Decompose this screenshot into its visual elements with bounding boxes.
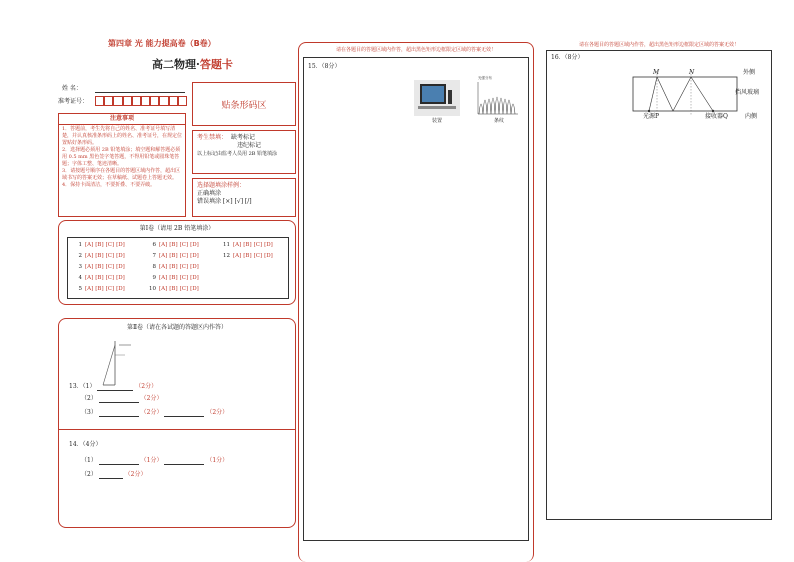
mc-option-bubble[interactable]: [A] (159, 264, 168, 270)
mc-option-bubble[interactable]: [C] (105, 275, 115, 281)
exam-status-box (192, 130, 296, 174)
mc-option-bubble[interactable]: [D] (116, 253, 125, 259)
q13-answer1[interactable] (97, 384, 133, 391)
mc-option-bubble[interactable]: [C] (105, 253, 115, 259)
apparatus-image (414, 80, 460, 116)
fill-sample-box (192, 178, 296, 217)
mc-option-bubble[interactable]: [B] (243, 242, 252, 248)
mc-question-number: 11 (223, 242, 230, 248)
mc-option-bubble[interactable]: [D] (190, 286, 199, 292)
notice-title: 注意事项 (59, 114, 185, 125)
q13-answer3b[interactable] (164, 410, 204, 417)
label-source: 光源P (643, 113, 660, 120)
q13-score3a: （2分） (140, 409, 163, 416)
q14-score1a: （1分） (140, 457, 163, 464)
mc-option-bubble[interactable]: [B] (169, 264, 178, 270)
id-label: 准考证号： (58, 98, 89, 105)
fringe-chart-title: 光强分布 (478, 76, 492, 80)
mc-option-bubble[interactable]: [B] (169, 286, 178, 292)
mc-option-bubble[interactable]: [A] (85, 286, 94, 292)
q14-answer1b[interactable] (164, 458, 204, 465)
notice-item-1: 1．答题前，考生先将自己的姓名、准考证号填写清楚，并认真核准条形码上的姓名、准考证号，在规定位置贴好条形码。 (62, 126, 183, 146)
violation-mark[interactable]: 违纪标记 (237, 142, 262, 149)
q16-answer-area[interactable] (546, 50, 772, 520)
mc-option-bubble[interactable]: [C] (179, 264, 189, 270)
mc-option-bubble[interactable]: [D] (190, 253, 199, 259)
mc-question-number: 1 (78, 242, 82, 248)
missing-mark[interactable]: 缺考标记 (231, 134, 256, 141)
mc-question-row (74, 242, 127, 249)
mc-question-number: 10 (149, 286, 156, 292)
q14-score2: （2分） (124, 471, 147, 478)
mc-question-row (222, 242, 275, 249)
label-outside: 外侧 (743, 69, 756, 76)
notice-item-4: 4．保持卡面清洁，不要折叠、不要弄破。 (62, 182, 156, 188)
middle-warning: 请在各题目的答题区域内作答，超出黑色矩形边框限定区域的答案无效！ (335, 47, 496, 53)
q14-answer1a[interactable] (99, 458, 139, 465)
mc-question-row (148, 264, 201, 271)
mc-option-bubble[interactable]: [C] (179, 253, 189, 259)
mc-option-bubble[interactable]: [C] (105, 242, 115, 248)
q14-sub2: （2） (81, 471, 97, 478)
part2-divider (59, 429, 295, 430)
fill-sample-title: 选择题填涂样例： (197, 182, 246, 189)
label-inside: 内侧 (745, 113, 758, 120)
mc-option-bubble[interactable]: [A] (159, 275, 168, 281)
q13-sub3: （3） (81, 409, 97, 416)
q14-label: 14．（4分） (69, 441, 102, 448)
mc-option-bubble[interactable]: [C] (105, 286, 115, 292)
q15-answer-area[interactable] (303, 57, 529, 541)
part1-title: 第Ⅰ卷（请用 2B 铅笔填涂） (139, 225, 215, 232)
mc-option-bubble[interactable]: [D] (116, 264, 125, 270)
mc-question-number: 7 (152, 253, 156, 259)
mc-question-row (222, 253, 275, 260)
q14-row2 (81, 471, 147, 479)
q14-answer2[interactable] (99, 472, 123, 479)
mc-question-row (74, 286, 127, 293)
id-boxes[interactable] (95, 96, 187, 106)
q13-score1: （2分） (135, 383, 158, 390)
barcode-label: 贴条形码区 (221, 100, 267, 111)
q13-sub2: （2） (81, 395, 97, 402)
mc-option-bubble[interactable]: [B] (243, 253, 252, 259)
mc-question-number: 8 (152, 264, 156, 270)
mc-option-bubble[interactable]: [A] (85, 242, 94, 248)
q13-row1 (69, 383, 157, 391)
fringe-pattern-chart (476, 74, 520, 118)
notice-item-3: 3．请按题号顺序在各题目的答题区域内作答，超出区域书写的答案无效；在草稿纸、试题卷上答题无效。 (62, 168, 181, 181)
mc-option-bubble[interactable]: [A] (85, 275, 94, 281)
mc-question-number: 9 (152, 275, 156, 281)
subject-title-main: 高二物理· (152, 58, 200, 71)
mc-option-bubble[interactable]: [C] (179, 286, 189, 292)
mc-option-bubble[interactable]: [D] (116, 242, 125, 248)
part1-section (58, 220, 296, 305)
mc-question-number: 6 (152, 242, 156, 248)
mc-option-bubble[interactable]: [C] (179, 275, 189, 281)
right-warning: 请在各题目的答题区域内作答，超出黑色矩形边框限定区域的答案无效！ (578, 42, 739, 48)
mc-question-row (148, 253, 201, 260)
exam-status-note: 以上标记由监考人员用 2B 铅笔填涂 (197, 151, 278, 157)
label-n: N (689, 69, 695, 76)
subject-title-card: 答题卡 (199, 58, 233, 71)
q14-sub1: （1） (81, 457, 97, 464)
mc-option-bubble[interactable]: [A] (233, 242, 242, 248)
mc-option-bubble[interactable]: [B] (95, 253, 104, 259)
mc-question-row (74, 264, 127, 271)
q13-answer3a[interactable] (99, 410, 139, 417)
mc-option-bubble[interactable]: [D] (116, 286, 125, 292)
q16-label: 16．（8分） (551, 54, 584, 61)
mc-question-number: 2 (78, 253, 82, 259)
part1-answer-grid (67, 237, 289, 299)
mc-question-row (148, 286, 201, 293)
q14-row1 (81, 457, 228, 465)
subject-title (152, 56, 233, 72)
mc-option-bubble[interactable]: [B] (169, 253, 178, 259)
mc-option-bubble[interactable]: [A] (159, 242, 168, 248)
mc-option-bubble[interactable]: [D] (190, 275, 199, 281)
notice-box (58, 113, 186, 217)
label-glass: 挡风玻璃 (735, 89, 760, 96)
mc-option-bubble[interactable]: [B] (95, 275, 104, 281)
mc-option-bubble[interactable]: [A] (159, 253, 168, 259)
chapter-title: 第四章 光 能力提高卷（B卷） (108, 39, 216, 48)
mc-option-bubble[interactable]: [B] (169, 275, 178, 281)
mc-option-bubble[interactable]: [B] (95, 242, 104, 248)
label-m: M (653, 69, 660, 76)
mc-question-number: 3 (78, 264, 82, 270)
mc-option-bubble[interactable]: [A] (159, 286, 168, 292)
mc-option-bubble[interactable]: [C] (105, 264, 115, 270)
label-receiver: 接收器Q (705, 113, 728, 120)
barcode-area (192, 82, 296, 126)
name-field[interactable] (95, 92, 185, 93)
middle-panel (298, 42, 534, 562)
mc-question-number: 5 (78, 286, 82, 292)
mc-option-bubble[interactable]: [D] (264, 253, 273, 259)
q15-label: 15．（8分） (308, 63, 341, 70)
exam-status-label: 考生禁填： (197, 134, 228, 141)
q13-label: 13．（1） (69, 383, 96, 390)
fringe-caption: 条纹 (494, 118, 505, 124)
mc-option-bubble[interactable]: [B] (169, 242, 178, 248)
q13-row3 (81, 409, 228, 417)
mc-question-number: 4 (78, 275, 82, 281)
fill-sample-correct: 正确填涂 (197, 190, 222, 197)
mc-question-row (148, 275, 201, 282)
apparatus-caption: 装置 (432, 118, 443, 124)
mc-option-bubble[interactable]: [A] (85, 253, 94, 259)
q13-score3b: （2分） (206, 409, 229, 416)
mc-option-bubble[interactable]: [D] (264, 242, 273, 248)
notice-item-2: 2．选择题必须用 2B 铅笔填涂；填空题和解答题必须用 0.5 mm 黑色签字笔答题，不得用铅笔或圆珠笔答题；字体工整、笔迹清晰。 (62, 147, 181, 167)
mc-option-bubble[interactable]: [C] (179, 242, 189, 248)
part2-section (58, 318, 296, 528)
q14-score1b: （1分） (206, 457, 229, 464)
mc-option-bubble[interactable]: [A] (233, 253, 242, 259)
q13-score2: （2分） (140, 395, 163, 402)
mc-option-bubble[interactable]: [A] (85, 264, 94, 270)
mc-option-bubble[interactable]: [C] (253, 242, 263, 248)
mc-option-bubble[interactable]: [B] (95, 264, 104, 270)
part2-title: 第Ⅱ卷（请在各试题的答题区内作答） (126, 324, 228, 331)
fill-sample-wrong: 错误填涂 [×] [√] [/] (197, 198, 252, 205)
mc-option-bubble[interactable]: [D] (190, 242, 199, 248)
q13-answer2[interactable] (99, 396, 139, 403)
mc-option-bubble[interactable]: [D] (190, 264, 199, 270)
q13-row2 (81, 395, 163, 403)
mc-question-number: 12 (223, 253, 230, 259)
mc-option-bubble[interactable]: [C] (253, 253, 263, 259)
name-label: 姓 名： (62, 85, 82, 92)
mc-option-bubble[interactable]: [B] (95, 286, 104, 292)
mc-question-row (74, 275, 127, 282)
mc-question-row (74, 253, 127, 260)
mc-question-row (148, 242, 201, 249)
mc-option-bubble[interactable]: [D] (116, 275, 125, 281)
